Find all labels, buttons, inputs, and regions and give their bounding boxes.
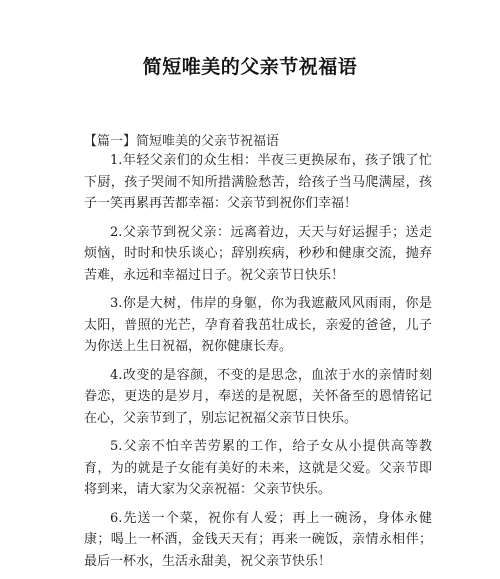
- paragraph: 5.父亲不怕辛苦劳累的工作，给子女从小提供高等教育，为的就是子女能有美好的未来，这就是父爱。父亲节即将到来，请大家为父亲祝福：父亲节快乐。: [84, 439, 432, 497]
- document-title: 简短唯美的父亲节祝福语: [142, 56, 358, 78]
- paragraph: 6.先送一个菜，祝你有人爱；再上一碗汤，身体永健康；喝上一杯酒，金钱天天有；再来一碗饭，亲情永相伴；最后一杯水，生活永甜美，祝父亲节快乐！: [84, 510, 432, 569]
- paragraph: 2.父亲节到祝父亲：远离着边，天天与好运握手；送走烦恼，时时和快乐谈心；辞别疾病，秒秒和健康交流，抛弃苦难，永远和幸福过日子。祝父亲节日快乐！: [84, 224, 432, 283]
- document-body: [84, 150, 432, 579]
- paragraph: 4.改变的是容颜，不变的是思念，血浓于水的亲情时刻眷恋，更迭的是岁月，奉送的是祝愿，关怀备至的恩情铭记在心，父亲节到了，别忘记祝福父亲节日快乐。: [84, 367, 432, 426]
- section-heading: 【篇一】简短唯美的父亲节祝福语: [84, 134, 280, 149]
- paragraph: 1.年轻父亲们的众生相：半夜三更换尿布，孩子饿了忙下厨，孩子哭闹不知所措满脸愁苦，给孩子当马爬满屋，孩子一笑再累再苦都幸福：父亲节到祝你们幸福！: [84, 153, 432, 211]
- paragraph: 3.你是大树，伟岸的身躯，你为我遮蔽风风雨雨，你是太阳，普照的光芒，孕育着我茁壮成长，亲爱的爸爸，儿子为你送上生日祝福，祝你健康长寿。: [84, 296, 432, 354]
